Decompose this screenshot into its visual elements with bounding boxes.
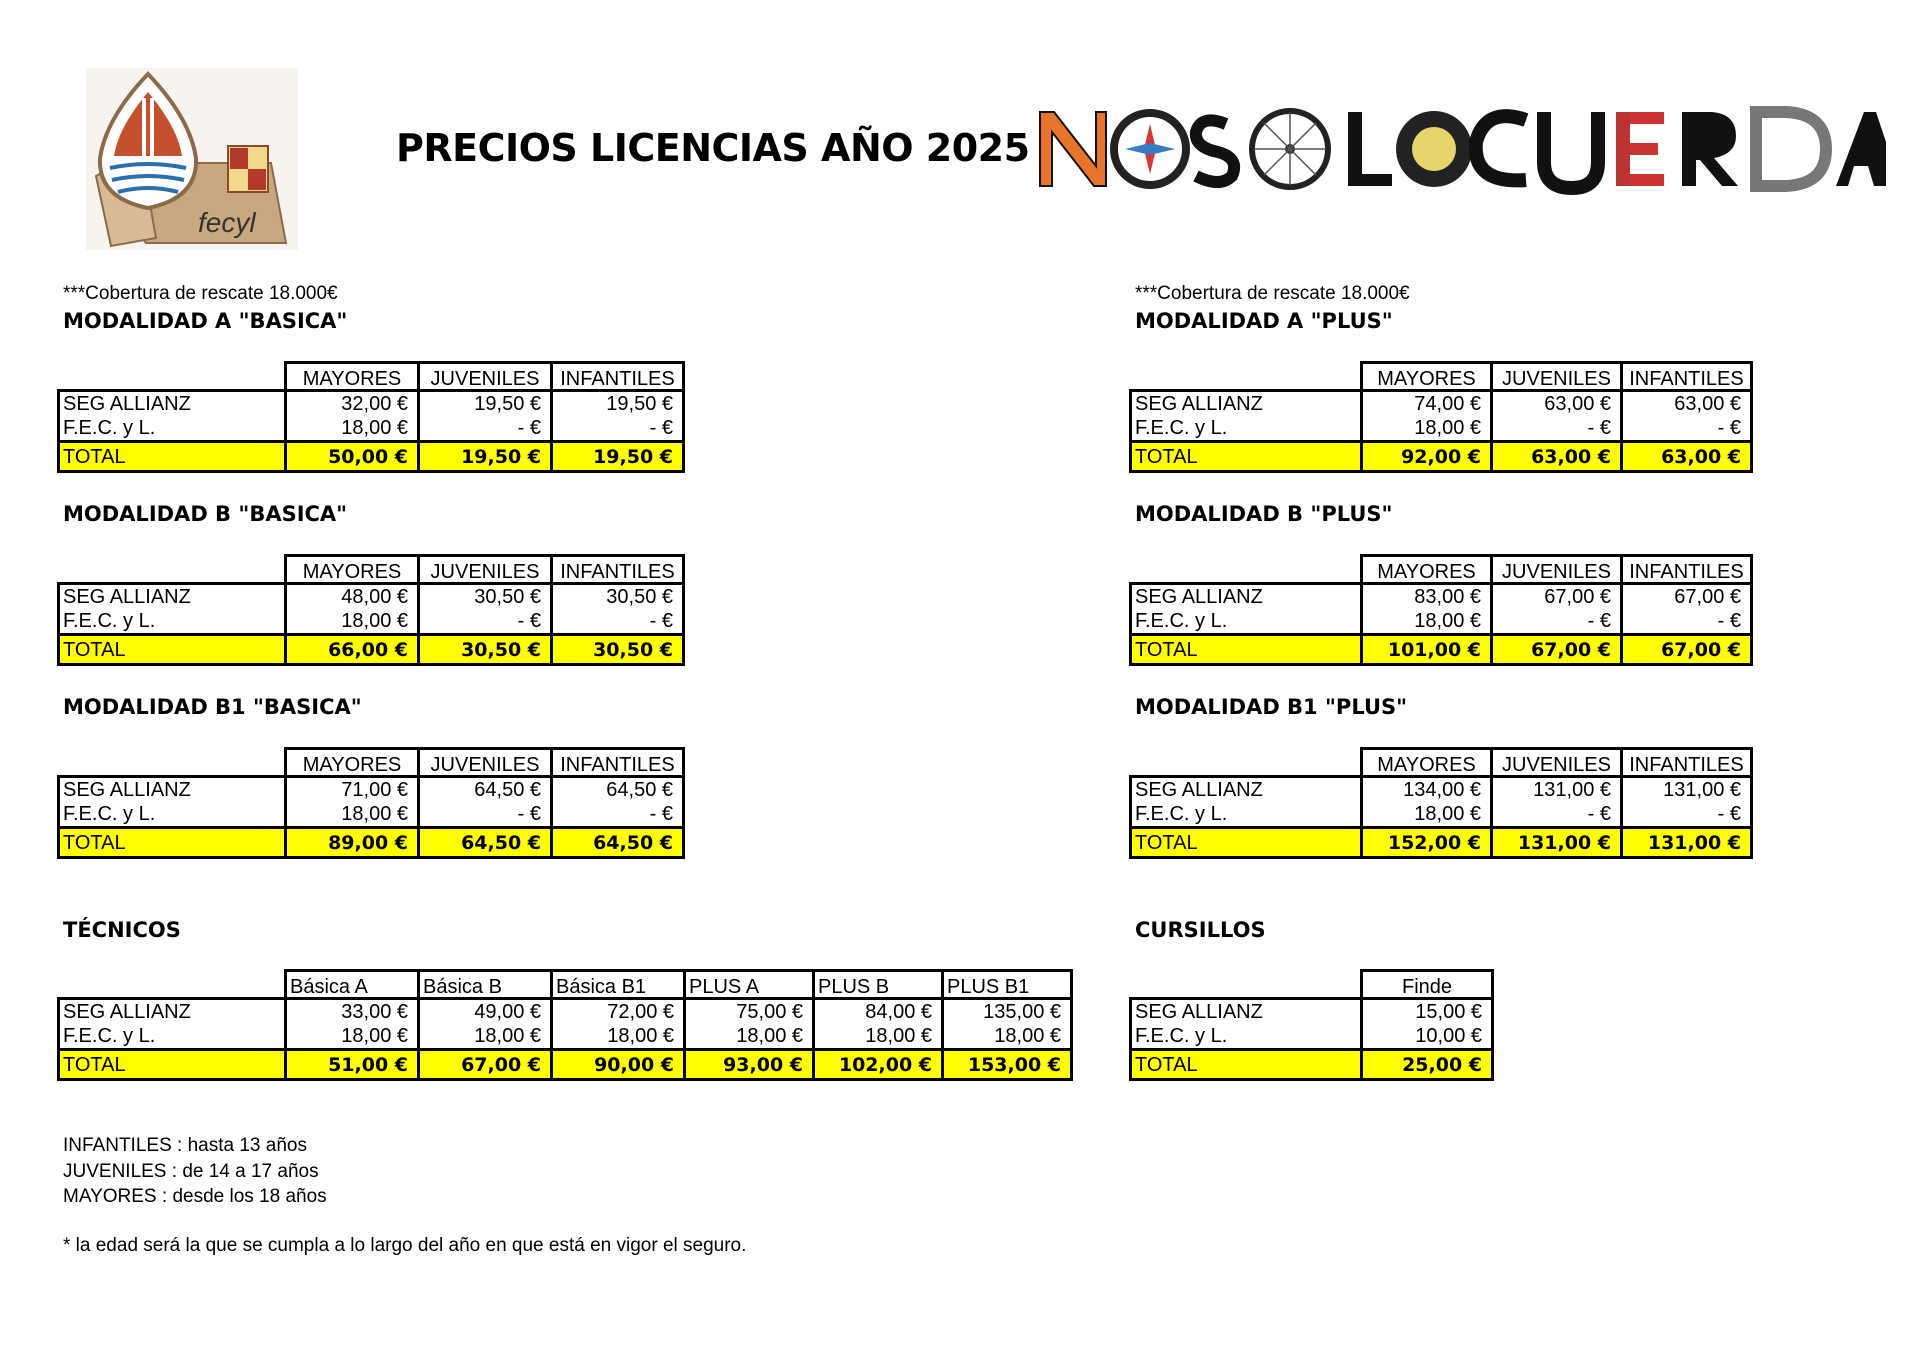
table-row: [59, 802, 684, 828]
total-row: [1131, 635, 1752, 665]
row-label-seg: SEG ALLIANZ: [59, 777, 286, 803]
col-header-juveniles: JUVENILES: [419, 749, 552, 777]
table-b-plus: [1129, 554, 1753, 666]
footnote: * la edad será la que se cumpla a lo largo del año en que está en vigor el seguro.: [63, 1235, 747, 1256]
cell: 63,00 €: [1622, 442, 1752, 472]
heading-cursillos: CURSILLOS: [1135, 918, 1266, 942]
header-empty: [1131, 363, 1362, 391]
cell: 18,00 €: [1362, 802, 1492, 828]
legend-infantiles: INFANTILES : hasta 13 años: [63, 1135, 307, 1156]
total-row: [1131, 442, 1752, 472]
heading-b-plus: MODALIDAD B "PLUS": [1135, 502, 1393, 526]
cell: 92,00 €: [1362, 442, 1492, 472]
row-label-total: TOTAL: [1131, 828, 1362, 858]
table-row: [1131, 777, 1752, 803]
cell: 64,50 €: [419, 777, 552, 803]
col-header: Básica B1: [552, 971, 685, 999]
cell: 63,00 €: [1622, 391, 1752, 417]
cell: 67,00 €: [1622, 635, 1752, 665]
cell: 74,00 €: [1362, 391, 1492, 417]
row-label-total: TOTAL: [1131, 635, 1362, 665]
cell: 67,00 €: [1492, 584, 1622, 610]
table-row: [1131, 391, 1752, 417]
cell: 18,00 €: [552, 1024, 685, 1050]
cell: 19,50 €: [419, 391, 552, 417]
cell: - €: [419, 609, 552, 635]
cell: 153,00 €: [943, 1050, 1072, 1080]
row-label-fec: F.E.C. y L.: [1131, 1024, 1362, 1050]
age-legend: [63, 1133, 327, 1210]
row-label-fec: F.E.C. y L.: [59, 609, 286, 635]
cell: 72,00 €: [552, 999, 685, 1025]
cell: - €: [419, 802, 552, 828]
cell: 64,50 €: [552, 828, 684, 858]
row-label-seg: SEG ALLIANZ: [59, 999, 286, 1025]
col-header-juveniles: JUVENILES: [1492, 749, 1622, 777]
cell: 93,00 €: [685, 1050, 814, 1080]
cell: 32,00 €: [286, 391, 419, 417]
col-header: Básica B: [419, 971, 552, 999]
cell: 18,00 €: [1362, 609, 1492, 635]
cell: 19,50 €: [419, 442, 552, 472]
cell: 102,00 €: [814, 1050, 943, 1080]
col-header-infantiles: INFANTILES: [552, 556, 684, 584]
cell: - €: [1622, 416, 1752, 442]
cell: - €: [419, 416, 552, 442]
col-header: PLUS B: [814, 971, 943, 999]
cell: 84,00 €: [814, 999, 943, 1025]
row-label-total: TOTAL: [59, 635, 286, 665]
table-row: [59, 1024, 1072, 1050]
row-label-fec: F.E.C. y L.: [59, 416, 286, 442]
cell: - €: [1492, 416, 1622, 442]
col-header-mayores: MAYORES: [1362, 556, 1492, 584]
cell: 18,00 €: [286, 416, 419, 442]
col-header-infantiles: INFANTILES: [552, 749, 684, 777]
header-empty: [1131, 749, 1362, 777]
cell: 33,00 €: [286, 999, 419, 1025]
total-row: [1131, 828, 1752, 858]
row-label-seg: SEG ALLIANZ: [1131, 999, 1362, 1025]
cell: 67,00 €: [1622, 584, 1752, 610]
cell: 25,00 €: [1362, 1050, 1493, 1080]
total-row: [1131, 1050, 1493, 1080]
legend-mayores: MAYORES : desde los 18 años: [63, 1186, 327, 1207]
heading-a-basica: MODALIDAD A "BASICA": [63, 309, 348, 333]
cell: 63,00 €: [1492, 442, 1622, 472]
total-row: [59, 442, 684, 472]
legend-juveniles: JUVENILES : de 14 a 17 años: [63, 1160, 319, 1182]
cell: 50,00 €: [286, 442, 419, 472]
table-tecnicos: [57, 969, 1073, 1081]
table-a-plus: [1129, 361, 1753, 473]
cell: 30,50 €: [419, 635, 552, 665]
total-row: [59, 635, 684, 665]
col-header-juveniles: JUVENILES: [1492, 363, 1622, 391]
cell: 18,00 €: [1362, 416, 1492, 442]
cell: 30,50 €: [552, 635, 684, 665]
cell: 63,00 €: [1492, 391, 1622, 417]
cell: 18,00 €: [814, 1024, 943, 1050]
fecyl-logo: [86, 68, 298, 250]
heading-b-basica: MODALIDAD B "BASICA": [63, 502, 348, 526]
cell: 64,50 €: [552, 777, 684, 803]
cell: - €: [552, 609, 684, 635]
col-header-juveniles: JUVENILES: [419, 556, 552, 584]
cell: 131,00 €: [1492, 828, 1622, 858]
cell: - €: [552, 416, 684, 442]
row-label-seg: SEG ALLIANZ: [59, 391, 286, 417]
row-label-seg: SEG ALLIANZ: [1131, 391, 1362, 417]
cell: - €: [552, 802, 684, 828]
cell: 152,00 €: [1362, 828, 1492, 858]
row-label-seg: SEG ALLIANZ: [59, 584, 286, 610]
cell: - €: [1622, 802, 1752, 828]
col-header-juveniles: JUVENILES: [419, 363, 552, 391]
row-label-total: TOTAL: [59, 1050, 286, 1080]
table-row: [59, 777, 684, 803]
header-empty: [1131, 556, 1362, 584]
col-header-mayores: MAYORES: [286, 749, 419, 777]
cell: 89,00 €: [286, 828, 419, 858]
table-b1-plus: [1129, 747, 1753, 859]
cell: 64,50 €: [419, 828, 552, 858]
svg-text:fecyl: fecyl: [198, 207, 256, 238]
heading-b1-plus: MODALIDAD B1 "PLUS": [1135, 695, 1408, 719]
table-row: [1131, 802, 1752, 828]
header-empty: [59, 971, 286, 999]
page-title: PRECIOS LICENCIAS AÑO 2025: [396, 126, 1030, 170]
cell: 18,00 €: [685, 1024, 814, 1050]
table-b-basica: [57, 554, 685, 666]
cell: 135,00 €: [943, 999, 1072, 1025]
cell: 18,00 €: [943, 1024, 1072, 1050]
col-header-mayores: MAYORES: [1362, 363, 1492, 391]
table-row: [1131, 1024, 1493, 1050]
row-label-total: TOTAL: [59, 828, 286, 858]
table-a-basica: [57, 361, 685, 473]
heading-a-plus: MODALIDAD A "PLUS": [1135, 309, 1393, 333]
header-empty: [1131, 971, 1362, 999]
row-label-total: TOTAL: [59, 442, 286, 472]
cell: 15,00 €: [1362, 999, 1493, 1025]
table-cursillos: [1129, 969, 1494, 1081]
row-label-fec: F.E.C. y L.: [59, 1024, 286, 1050]
header-empty: [59, 749, 286, 777]
row-label-seg: SEG ALLIANZ: [1131, 777, 1362, 803]
col-header-infantiles: INFANTILES: [1622, 749, 1752, 777]
row-label-fec: F.E.C. y L.: [59, 802, 286, 828]
heading-tecnicos: TÉCNICOS: [63, 918, 181, 942]
cell: 19,50 €: [552, 391, 684, 417]
table-row: [1131, 416, 1752, 442]
col-header-infantiles: INFANTILES: [552, 363, 684, 391]
col-header: Básica A: [286, 971, 419, 999]
col-header-infantiles: INFANTILES: [1622, 363, 1752, 391]
header-empty: [59, 363, 286, 391]
cell: 131,00 €: [1622, 828, 1752, 858]
cell: 30,50 €: [552, 584, 684, 610]
cell: 49,00 €: [419, 999, 552, 1025]
nosolocuerda-logo: [1036, 102, 1888, 198]
cell: 30,50 €: [419, 584, 552, 610]
coverage-note-left: ***Cobertura de rescate 18.000€: [63, 283, 338, 304]
col-header-juveniles: JUVENILES: [1492, 556, 1622, 584]
cell: - €: [1492, 609, 1622, 635]
cell: 51,00 €: [286, 1050, 419, 1080]
table-row: [59, 609, 684, 635]
cell: 131,00 €: [1622, 777, 1752, 803]
coverage-note-right: ***Cobertura de rescate 18.000€: [1135, 283, 1410, 304]
heading-b1-basica: MODALIDAD B1 "BASICA": [63, 695, 362, 719]
cell: 48,00 €: [286, 584, 419, 610]
cell: 71,00 €: [286, 777, 419, 803]
cell: 90,00 €: [552, 1050, 685, 1080]
col-header: PLUS B1: [943, 971, 1072, 999]
table-row: [1131, 584, 1752, 610]
total-row: [59, 1050, 1072, 1080]
row-label-total: TOTAL: [1131, 442, 1362, 472]
col-header-finde: Finde: [1362, 971, 1493, 999]
table-b1-basica: [57, 747, 685, 859]
cell: 101,00 €: [1362, 635, 1492, 665]
col-header-infantiles: INFANTILES: [1622, 556, 1752, 584]
total-row: [59, 828, 684, 858]
cell: 18,00 €: [286, 609, 419, 635]
cell: 19,50 €: [552, 442, 684, 472]
table-row: [1131, 609, 1752, 635]
row-label-fec: F.E.C. y L.: [1131, 416, 1362, 442]
col-header-mayores: MAYORES: [286, 556, 419, 584]
cell: 131,00 €: [1492, 777, 1622, 803]
row-label-seg: SEG ALLIANZ: [1131, 584, 1362, 610]
cell: 10,00 €: [1362, 1024, 1493, 1050]
table-row: [59, 391, 684, 417]
col-header-mayores: MAYORES: [286, 363, 419, 391]
table-row: [59, 416, 684, 442]
cell: 67,00 €: [1492, 635, 1622, 665]
row-label-fec: F.E.C. y L.: [1131, 609, 1362, 635]
cell: 66,00 €: [286, 635, 419, 665]
table-row: [59, 999, 1072, 1025]
col-header: PLUS A: [685, 971, 814, 999]
row-label-fec: F.E.C. y L.: [1131, 802, 1362, 828]
cell: 75,00 €: [685, 999, 814, 1025]
col-header-mayores: MAYORES: [1362, 749, 1492, 777]
cell: 18,00 €: [286, 802, 419, 828]
cell: 83,00 €: [1362, 584, 1492, 610]
cell: 18,00 €: [419, 1024, 552, 1050]
header-empty: [59, 556, 286, 584]
cell: 67,00 €: [419, 1050, 552, 1080]
table-row: [1131, 999, 1493, 1025]
cell: - €: [1622, 609, 1752, 635]
cell: 134,00 €: [1362, 777, 1492, 803]
cell: 18,00 €: [286, 1024, 419, 1050]
table-row: [59, 584, 684, 610]
cell: - €: [1492, 802, 1622, 828]
row-label-total: TOTAL: [1131, 1050, 1362, 1080]
